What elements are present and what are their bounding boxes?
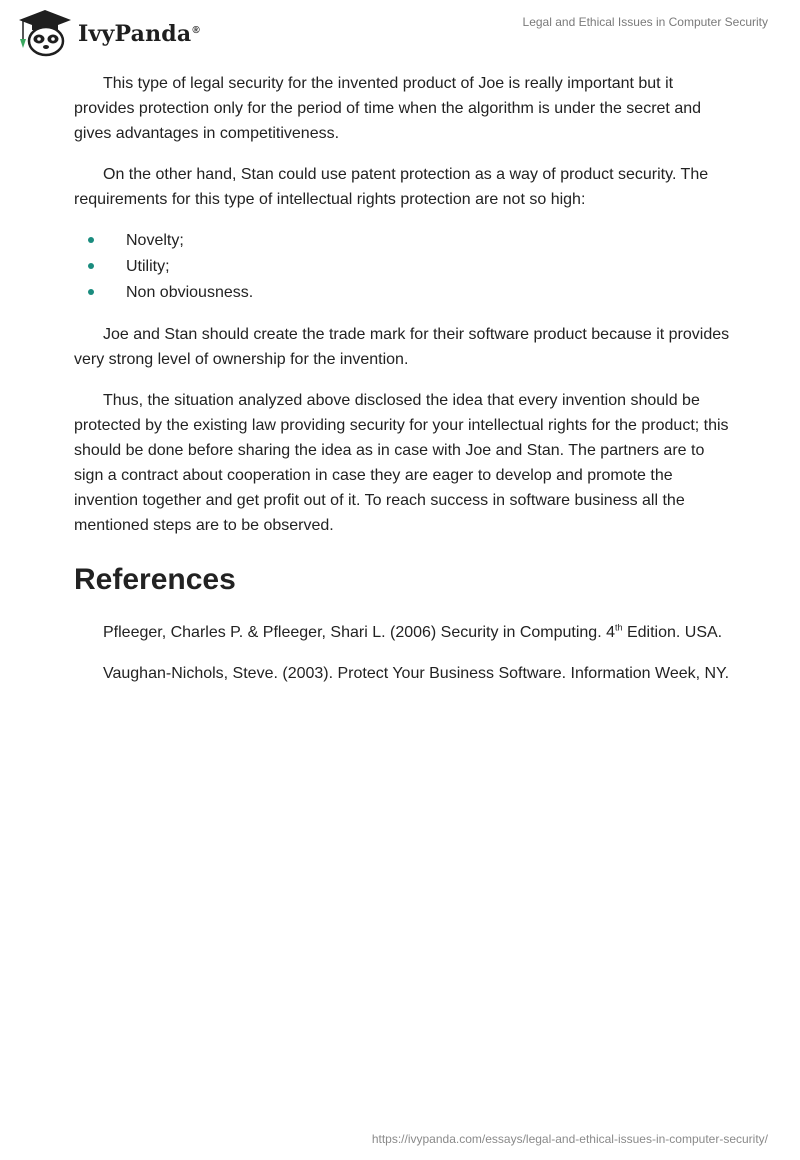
list-item-text: Non obviousness. xyxy=(126,284,254,301)
document-body xyxy=(74,71,734,702)
list-item xyxy=(74,254,734,280)
ivypanda-logo[interactable] xyxy=(14,8,200,58)
paragraph-patent-intro: On the other hand, Stan could use patent protection as a way of product security. The requirements for this type of intellectual rights protection are not so high: xyxy=(74,166,709,208)
paragraph-conclusion: Thus, the situation analyzed above disclosed the idea that every invention should be protected by the existing law providing security for your intellectual rights for the product; this should be done before sharing the idea as in case with Joe and Stan. The partners are to sign a contract about cooperation in case they are eager to develop and promote the invention together and get profit out of it. To reach success in software business all the mentioned steps are to be observed. xyxy=(74,392,729,534)
paragraph-trade-mark: Joe and Stan should create the trade mark for their software product because it provides very strong level of ownership for the invention. xyxy=(74,326,730,368)
bullet-icon xyxy=(88,263,94,269)
source-url-link[interactable]: https://ivypanda.com/essays/legal-and-ethical-issues-in-computer-security/ xyxy=(371,1132,768,1146)
paragraph-trade-secret: This type of legal security for the invented product of Joe is really important but it provides protection only for the period of time when the algorithm is under the secret and gives advantages in competitiveness. xyxy=(74,75,702,142)
page-header xyxy=(0,0,800,60)
bullet-icon xyxy=(88,237,94,243)
patent-requirements-list xyxy=(74,228,734,306)
list-item xyxy=(74,228,734,254)
list-item-text: Utility; xyxy=(126,258,170,275)
bullet-icon xyxy=(88,289,94,295)
list-item xyxy=(74,280,734,306)
logo-wordmark: IvyPanda® xyxy=(78,21,200,47)
references-heading: References xyxy=(74,563,236,596)
panda-logo-icon xyxy=(14,8,76,58)
running-title: Legal and Ethical Issues in Computer Security xyxy=(522,15,768,29)
list-item-text: Novelty; xyxy=(126,232,184,249)
reference-item: Vaughan-Nichols, Steve. (2003). Protect Your Business Software. Information Week, NY. xyxy=(103,665,730,682)
reference-item: Pfleeger, Charles P. & Pfleeger, Shari L. (2006) Security in Computing. 4th Edition. USA. xyxy=(103,622,723,641)
